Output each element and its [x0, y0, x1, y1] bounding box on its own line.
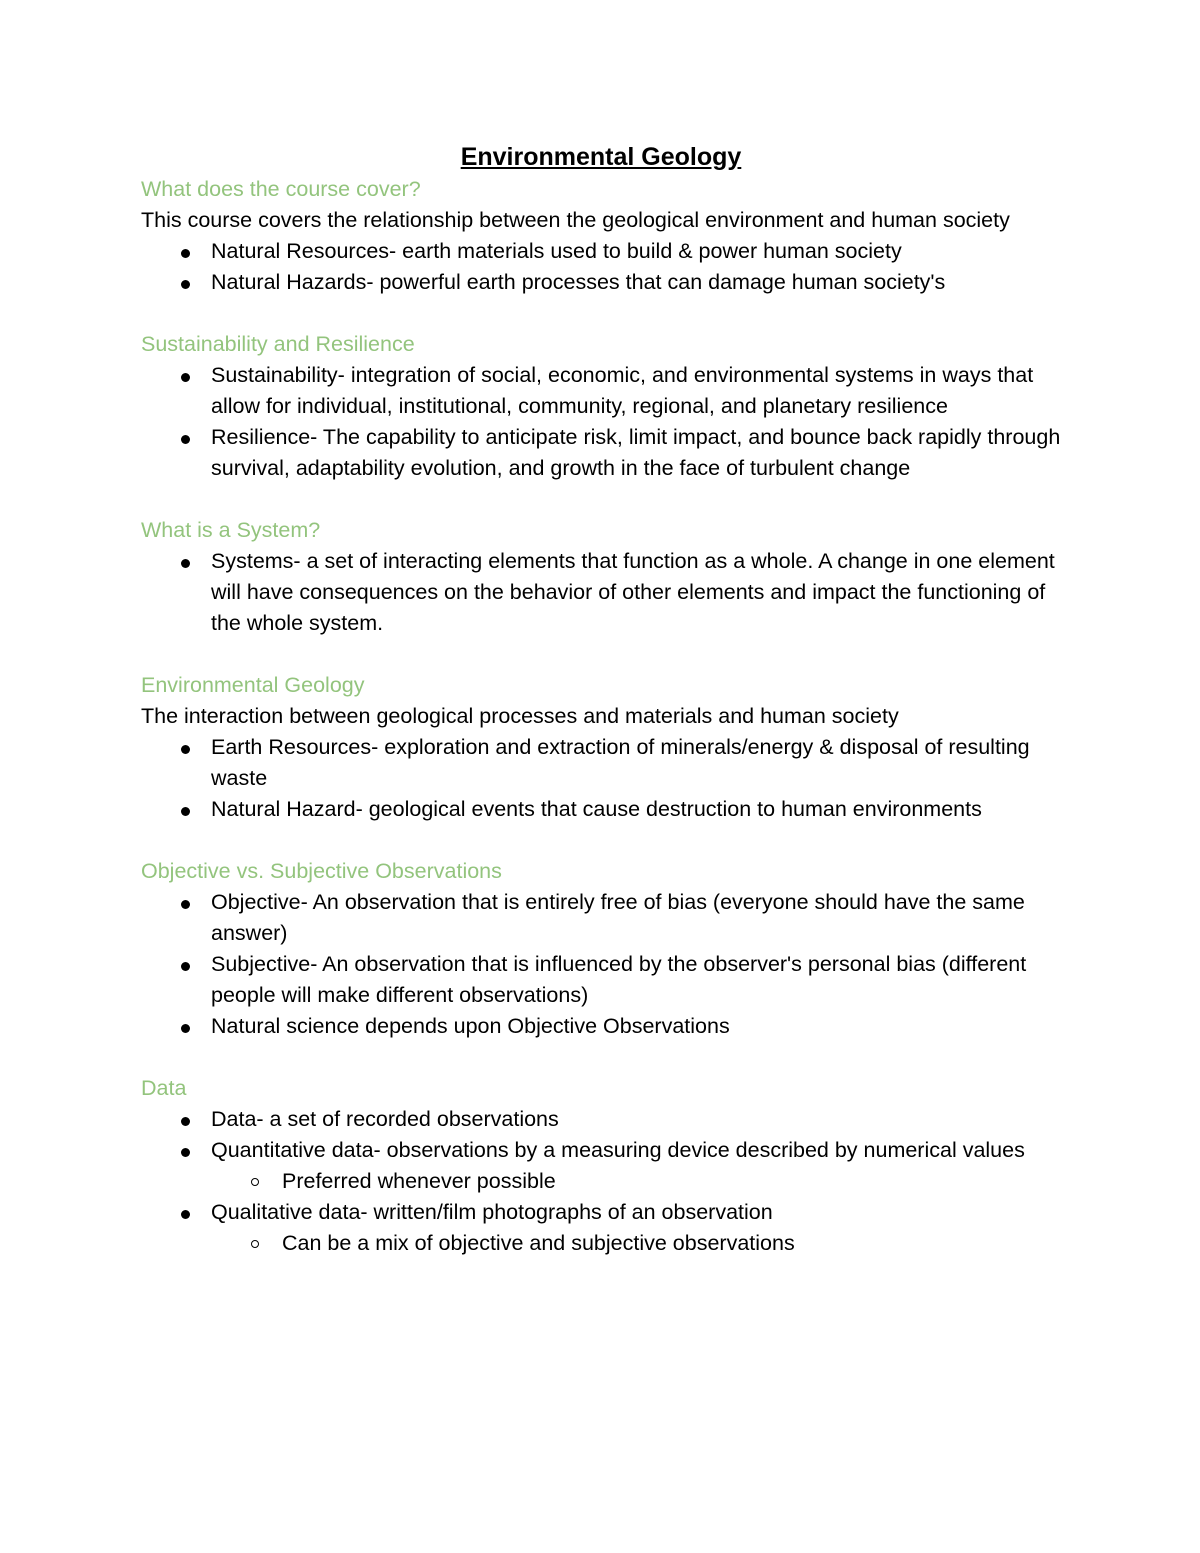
list-item: [141, 422, 1061, 484]
list-item-text: Natural Hazards- powerful earth processes that can damage human society's: [211, 270, 946, 294]
list-item-text: Subjective- An observation that is influenced by the observer's personal bias (different people will make different observations): [211, 952, 1027, 1007]
bullet-icon: [181, 962, 190, 971]
spacer: [141, 298, 1061, 329]
bullet-list: [141, 360, 1061, 484]
section-environmental-geology: [141, 670, 1061, 825]
bullet-icon: [181, 373, 190, 382]
sub-bullet-list: [211, 1228, 1061, 1259]
list-item-text: Sustainability- integration of social, economic, and environmental systems in ways that allow for individual, institutional, community, regional, and planetary resilience: [211, 363, 1034, 418]
list-item-text: Systems- a set of interacting elements that function as a whole. A change in one element will have consequences on the behavior of other elements and impact the functioning of the whole system.: [211, 549, 1055, 635]
bullet-icon: [181, 1148, 190, 1157]
list-item: [141, 1104, 1061, 1135]
bullet-icon: [181, 1210, 190, 1219]
section-observations: [141, 856, 1061, 1042]
list-item: [141, 887, 1061, 949]
hollow-bullet-icon: [251, 1178, 259, 1186]
sub-list-item: [211, 1228, 1061, 1259]
hollow-bullet-icon: [251, 1240, 259, 1248]
sub-bullet-list: [211, 1166, 1061, 1197]
section-data: [141, 1073, 1061, 1259]
bullet-list: [141, 732, 1061, 825]
sub-list-item-text: Preferred whenever possible: [282, 1169, 556, 1193]
list-item-text: Objective- An observation that is entirely free of bias (everyone should have the same answer): [211, 890, 1025, 945]
bullet-list: [141, 1104, 1061, 1259]
list-item-text: Natural Resources- earth materials used to build & power human society: [211, 239, 902, 263]
list-item: [141, 267, 1061, 298]
list-item-text: Resilience- The capability to anticipate risk, limit impact, and bounce back rapidly through survival, adaptability evolution, and growth in the face of turbulent change: [211, 425, 1061, 480]
list-item: [141, 1011, 1061, 1042]
bullet-icon: [181, 559, 190, 568]
list-item: [141, 360, 1061, 422]
list-item: [141, 732, 1061, 794]
section-system: [141, 515, 1061, 639]
bullet-icon: [181, 1024, 190, 1033]
spacer: [141, 1042, 1061, 1073]
sub-list-item: [211, 1166, 1061, 1197]
section-heading: Data: [141, 1076, 187, 1100]
bullet-icon: [181, 900, 190, 909]
section-sustainability: [141, 329, 1061, 484]
section-intro: The interaction between geological processes and materials and human society: [141, 704, 899, 728]
list-item: [141, 794, 1061, 825]
list-item: [141, 236, 1061, 267]
section-heading: Sustainability and Resilience: [141, 332, 415, 356]
bullet-icon: [181, 807, 190, 816]
bullet-list: [141, 887, 1061, 1042]
bullet-icon: [181, 1117, 190, 1126]
sub-list-item-text: Can be a mix of objective and subjective observations: [282, 1231, 795, 1255]
list-item: [141, 546, 1061, 639]
list-item-text: Natural Hazard- geological events that cause destruction to human environments: [211, 797, 982, 821]
document-page: [141, 140, 1061, 1259]
section-intro: This course covers the relationship between the geological environment and human society: [141, 208, 1010, 232]
list-item: [141, 1197, 1061, 1259]
list-item-text: Data- a set of recorded observations: [211, 1107, 559, 1131]
list-item-text: Qualitative data- written/film photographs of an observation: [211, 1200, 773, 1224]
bullet-list: [141, 546, 1061, 639]
list-item-text: Natural science depends upon Objective Observations: [211, 1014, 730, 1038]
section-heading: What does the course cover?: [141, 177, 421, 201]
section-heading: What is a System?: [141, 518, 321, 542]
bullet-icon: [181, 280, 190, 289]
document-title: Environmental Geology: [460, 143, 742, 171]
list-item: [141, 949, 1061, 1011]
bullet-icon: [181, 435, 190, 444]
list-item-text: Quantitative data- observations by a measuring device described by numerical values: [211, 1138, 1025, 1162]
bullet-icon: [181, 745, 190, 754]
section-heading: Environmental Geology: [141, 673, 365, 697]
list-item-text: Earth Resources- exploration and extraction of minerals/energy & disposal of resulting waste: [211, 735, 1030, 790]
section-heading: Objective vs. Subjective Observations: [141, 859, 502, 883]
bullet-icon: [181, 249, 190, 258]
bullet-list: [141, 236, 1061, 298]
section-course-cover: [141, 174, 1061, 298]
spacer: [141, 484, 1061, 515]
list-item: [141, 1135, 1061, 1197]
spacer: [141, 825, 1061, 856]
spacer: [141, 639, 1061, 670]
